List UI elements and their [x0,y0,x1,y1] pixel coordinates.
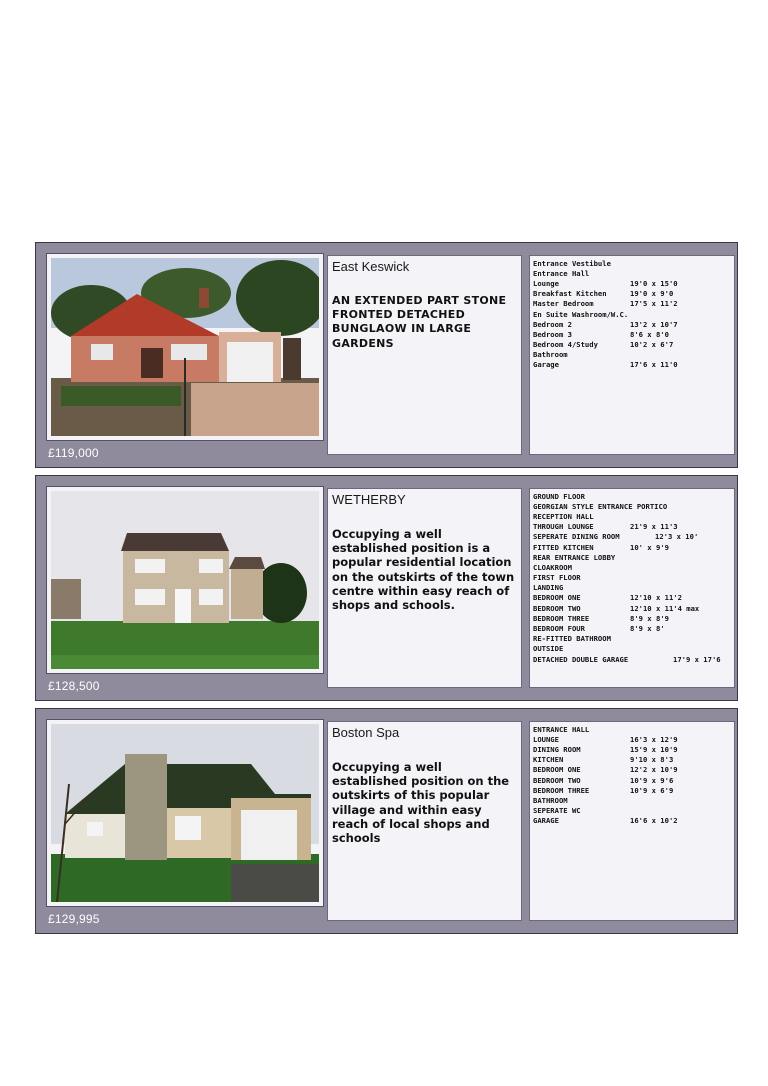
room-row [533,350,731,360]
room-name: BEDROOM THREE [533,613,590,623]
room-name: FIRST FLOOR [533,573,581,583]
room-row [533,258,731,268]
room-row [533,511,731,521]
room-dimensions: 17'6 x 11'0 [630,360,678,370]
room-name: LANDING [533,583,564,593]
room-row [533,309,731,319]
room-name: En Suite Washroom/W.C. [533,309,629,319]
room-dimensions: 8'6 x 8'0 [630,329,669,339]
room-dimensions: 17'5 x 11'2 [630,299,678,309]
room-row [533,593,731,603]
room-row [533,795,731,805]
description-panel [327,721,522,921]
room-name: Bedroom 3 [533,329,572,339]
room-dimensions: 8'9 x 8'9 [630,613,669,623]
room-name: OUTSIDE [533,644,564,654]
town-name: East Keswick [332,259,410,274]
room-row [533,573,731,583]
room-dimensions: 12'10 x 11'2 [630,593,682,603]
room-row [533,268,731,278]
photo-frame [46,486,324,674]
room-row [533,491,731,501]
room-name: BEDROOM ONE [533,593,581,603]
room-name: BEDROOM TWO [533,603,581,613]
room-name: DINING ROOM [533,744,581,754]
photo-frame [46,253,324,441]
room-name: GARAGE [533,816,559,826]
room-schedule [529,488,735,688]
room-name: Entrance Vestibule [533,258,611,268]
room-name: RE-FITTED BATHROOM [533,634,611,644]
room-row [533,654,731,664]
room-row [533,734,731,744]
room-name: ENTRANCE HALL [533,724,590,734]
room-name: CLOAKROOM [533,562,572,572]
room-name: RECEPTION HALL [533,511,594,521]
room-row [533,644,731,654]
room-dimensions: 21'9 x 11'3 [630,522,678,532]
room-row [533,329,731,339]
room-name: BEDROOM ONE [533,765,581,775]
room-row [533,583,731,593]
room-name: KITCHEN [533,755,564,765]
room-row [533,755,731,765]
property-description: Occupying a well established position is a popular residential location on the outskirts of the town centre within easy reach of shops and schools. [332,527,515,613]
property-listing-wetherby [35,475,738,701]
room-dimensions: 17'9 x 17'6 [673,654,721,664]
property-description: AN EXTENDED PART STONE FRONTED DETACHED BUNGLAOW IN LARGE GARDENS [332,294,507,350]
description-panel [327,255,522,455]
room-dimensions: 13'2 x 10'7 [630,319,678,329]
room-dimensions: 16'3 x 12'9 [630,734,678,744]
room-row [533,765,731,775]
property-description: Occupying a well established position on the outskirts of this popular village and within easy reach of local shops and schools [332,760,510,846]
property-listing-boston-spa [35,708,738,934]
room-name: Bedroom 2 [533,319,572,329]
room-row [533,562,731,572]
room-row [533,360,731,370]
room-row [533,806,731,816]
room-row [533,552,731,562]
room-name: FITTED KITCHEN [533,542,594,552]
room-row [533,319,731,329]
room-name: BEDROOM FOUR [533,624,585,634]
photo-frame [46,719,324,907]
room-row [533,603,731,613]
room-row [533,289,731,299]
room-dimensions: 10' x 9'9 [630,542,669,552]
room-schedule [529,721,735,921]
room-row [533,532,731,542]
room-schedule [529,255,735,455]
room-name: Bedroom 4/Study [533,340,598,350]
price: £129,995 [48,912,100,926]
room-row [533,634,731,644]
room-row [533,501,731,511]
room-name: SEPERATE DINING ROOM [533,532,620,542]
room-dimensions: 10'9 x 6'9 [630,785,674,795]
description-panel [327,488,522,688]
room-name: DETACHED DOUBLE GARAGE [533,654,629,664]
property-listing-east-keswick [35,242,738,468]
room-row [533,542,731,552]
room-name: Breakfast Kitchen [533,289,607,299]
room-row [533,775,731,785]
room-name: GROUND FLOOR [533,491,585,501]
room-row [533,623,731,633]
georgian-house-photo [51,491,319,669]
town-name: Boston Spa [332,725,400,740]
room-dimensions: 19'0 x 15'0 [630,278,678,288]
room-dimensions: 12'2 x 10'9 [630,765,678,775]
room-row [533,816,731,826]
room-name: Master Bedroom [533,299,594,309]
room-row [533,522,731,532]
room-name: LOUNGE [533,734,559,744]
room-name: Garage [533,360,559,370]
room-name: REAR ENTRANCE LOBBY [533,552,616,562]
room-row [533,785,731,795]
red-brick-bungalow-photo [51,258,319,436]
room-dimensions: 8'9 x 8' [630,624,665,634]
room-dimensions: 12'3 x 10' [655,532,699,542]
room-name: SEPERATE WC [533,806,581,816]
room-row [533,724,731,734]
price: £128,500 [48,679,100,693]
room-dimensions: 19'0 x 9'0 [630,289,674,299]
room-dimensions: 12'10 x 11'4 max [630,603,700,613]
price: £119,000 [48,446,99,460]
room-name: GEORGIAN STYLE ENTRANCE PORTICO [533,501,668,511]
room-name: Lounge [533,278,559,288]
room-dimensions: 15'9 x 10'9 [630,744,678,754]
room-row [533,744,731,754]
room-row [533,613,731,623]
room-name: BEDROOM THREE [533,785,590,795]
room-name: THROUGH LOUNGE [533,522,594,532]
town-name: WETHERBY [332,492,406,507]
room-row [533,278,731,288]
room-dimensions: 16'6 x 10'2 [630,816,678,826]
room-name: BATHROOM [533,795,568,805]
room-dimensions: 10'2 x 6'7 [630,340,674,350]
stone-chimney-house-photo [51,724,319,902]
room-name: Bathroom [533,350,568,360]
room-dimensions: 9'10 x 8'3 [630,755,674,765]
room-row [533,340,731,350]
room-name: BEDROOM TWO [533,775,581,785]
room-dimensions: 10'9 x 9'6 [630,775,674,785]
room-row [533,299,731,309]
room-name: Entrance Hall [533,268,590,278]
